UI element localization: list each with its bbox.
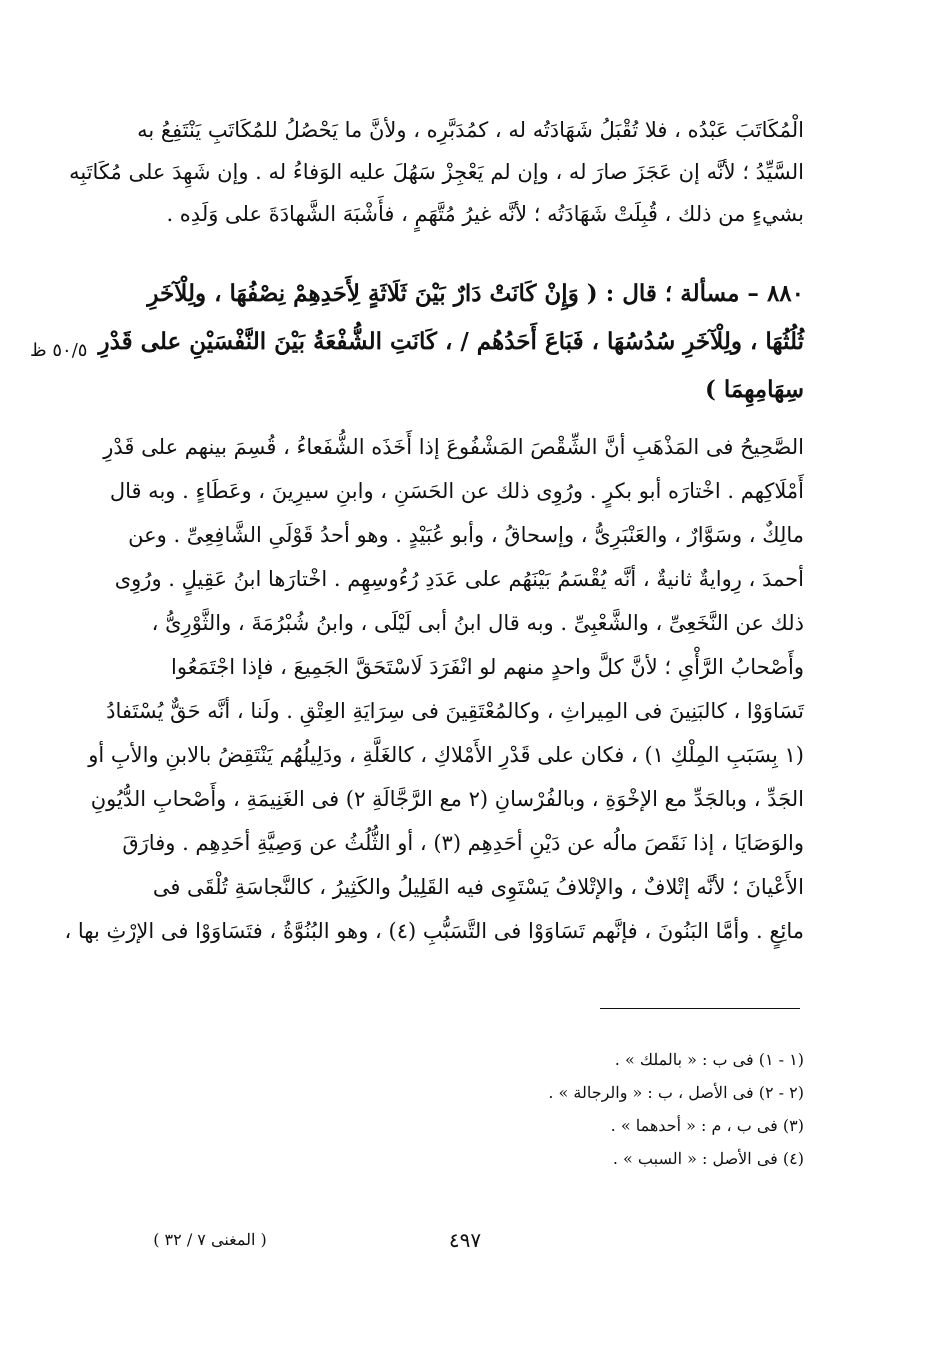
- body-paragraph: [64, 435, 804, 975]
- text-line: السَّيِّدُ ؛ لأنَّه إن عَجَزَ صارَ له ، وإن لم يَعْجِزْ سَهُلَ عليه الوَفاءُ له . وإن شَهِدَ على مُكَاتَبِه: [69, 160, 804, 184]
- text-line: مائِعٍ . وأمَّا البَنُونَ ، فإنَّهم تَسَاوَوْا فى التَّسَبُّبِ (٤) ، وهو البُنُوَّةُ ، فتَسَاوَوْا فى الإرْثِ بها ،: [64, 919, 804, 943]
- footnote-divider: [600, 1008, 800, 1009]
- footnotes: [354, 1050, 804, 1182]
- footnote: (٢ - ٢) فى الأصل ، ب : « والرجالة » .: [548, 1083, 804, 1102]
- footnote: (٤) فى الأصل : « السبب » .: [612, 1149, 804, 1168]
- text-line: تَسَاوَوْا ، كالبَنِينَ فى المِيراثِ ، وكالمُعْتَقِينَ فى سِرَايَةِ العِتْقِ . ولَنا ، أنَّه حَقٌّ يُسْتَفادُ: [106, 699, 804, 723]
- text-line: بشيءٍ من ذلك ، قُبِلَتْ شَهَادَتُه ؛ لأنَّه غيرُ مُتَّهَمٍ ، فأَشْبَهَ الشَّهادَةَ على وَلَدِه .: [166, 202, 804, 226]
- footnote: (١ - ١) فى ب : « بالملك » .: [614, 1050, 804, 1069]
- issue-line: سِهَامِهِمَا ): [705, 376, 804, 403]
- text-line: ذلك عن النَّخَعِىِّ ، والشَّعْبِىِّ . وبه قال ابنُ أبى لَيْلَى ، وابنُ شُبْرُمَةَ ، والثَّوْرِىُّ ،: [151, 611, 804, 635]
- text-line: أَمْلَاكِهم . اخْتارَه أبو بكرٍ . ورُوِى ذلك عن الحَسَنِ ، وابنِ سيرِينَ ، وعَطَاءٍ . وبه قال: [109, 479, 804, 503]
- text-line: أحمدَ ، رِوايةٌ ثانيةٌ ، أنَّه يُقْسَمُ بَيْنَهُم على عَدَدِ رُءُوسِهِم . اخْتارَها ابنُ عَقِيلٍ . ورُوِى: [114, 567, 804, 591]
- issue-text: مسألة ؛ قال : ( وَإِنْ كَانَتْ دَارٌ بَيْنَ ثَلَاثَةٍ لِأَحَدِهِمْ نِصْفُهَا ، ولِلْآخَرِ: [147, 280, 740, 307]
- text-line: (١ بِسَبَبِ المِلْكِ ١) ، فكان على قَدْرِ الأَمْلاكِ ، كالغَلَّةِ ، ودَلِيلُهُم يَنْتَقِضُ بالابنِ والأبِ أو: [88, 743, 804, 767]
- text-line: وأَصْحابُ الرَّأْىِ ؛ لأنَّ كلَّ واحدٍ منهم لو انْفَرَدَ لَاسْتَحَقَّ الجَمِيعَ ، فإذا اجْتَمَعُوا: [170, 655, 804, 679]
- text-line: الجَدِّ ، وبالجَدِّ مع الإخْوَةِ ، وبالفُرْسانِ (٢ مع الرَّجَّالَةِ ٢) فى الغَنِيمَةِ ، وأَصْحابِ الدُّيُونِ: [90, 787, 804, 811]
- intro-paragraph: [69, 118, 804, 268]
- text-line: الأَعْيانَ ؛ لأنَّه إتْلافٌ ، والإتْلافُ يَسْتَوِى فيه القَلِيلُ والكَثِيرُ ، كالنَّجاسَةِ تُلْقَى فى: [152, 875, 804, 899]
- text-line: الْمُكَاتَبَ عَبْدُه ، فلا تُقْبَلُ شَهَادَتُه له ، كمُدَبَّرِه ، ولأنَّ ما يَحْصُلُ للمُكَاتَبِ يَنْتَفِعُ به: [137, 118, 804, 142]
- page-number: ٤٩٧: [448, 1228, 482, 1252]
- text-line: والوَصَايَا ، إذا نَقَصَ مالُه عن دَيْنِ أحَدِهِم (٣) ، أو الثُّلُثُ عن وَصِيَّةِ أحَدِهِم . وفارَقَ: [122, 831, 804, 855]
- margin-reference: ٥٠/٥ ظ: [30, 340, 88, 361]
- footnote: (٣) فى ب ، م : « أحدهما » .: [610, 1116, 804, 1135]
- text-line: الصَّحِيحُ فى المَذْهَبِ أنَّ الشِّقْصَ المَشْفُوعَ إذا أَخَذَه الشُّفَعاءُ ، قُسِمَ بينهم على قَدْرِ: [103, 435, 804, 459]
- issue-heading: [98, 280, 804, 420]
- source-reference: ( المغنى ٧ / ٣٢ ): [153, 1230, 267, 1249]
- text-line: مالِكٌ ، وسَوَّارٌ ، والعَنْبَرِىُّ ، وإسحاقُ ، وأبو عُبَيْدٍ . وهو أحدُ قَوْلَىِ الشَّافِعِىِّ . وعن: [128, 523, 804, 547]
- issue-line: ٨٨٠ – مسألة ؛ قال : ( وَإِنْ كَانَتْ دَارٌ بَيْنَ ثَلَاثَةٍ لِأَحَدِهِمْ نِصْفُهَا ، ولِلْآخَرِ: [147, 280, 804, 307]
- issue-number: ٨٨٠: [766, 280, 804, 307]
- issue-line: ثُلُثُهَا ، ولِلْآخَرِ سُدُسُهَا ، فَبَاعَ أَحَدُهُم / ، كَانَتِ الشُّفْعَةُ بَيْنَ النَّفْسَيْنِ على قَدْرِ: [98, 328, 804, 355]
